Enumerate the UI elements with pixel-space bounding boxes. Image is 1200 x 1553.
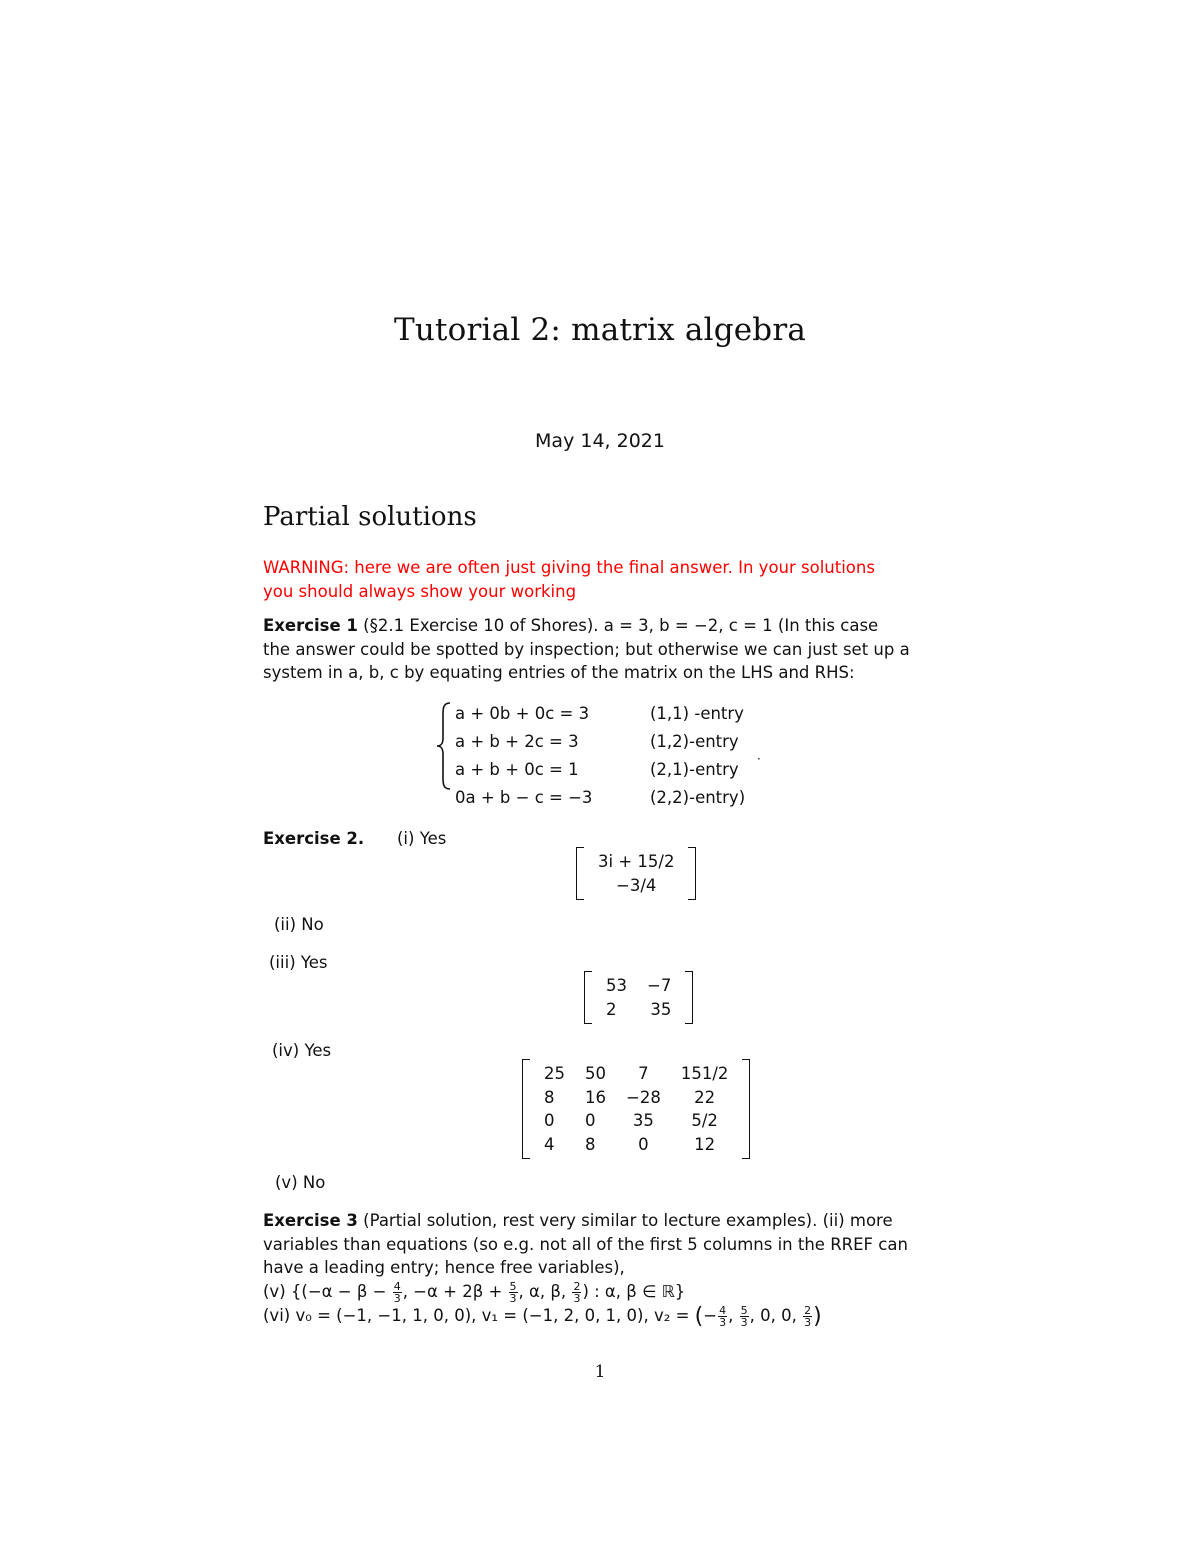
matrix-iii [584,971,693,1024]
exercise-2-item-i [397,827,446,851]
part-v-text-2: , −α + 2β + [402,1281,508,1301]
exercise-2-item-ii [274,913,324,937]
item-iv-num: (iv) [272,1041,300,1060]
warning-note [263,556,875,603]
item-i-answer: Yes [419,829,447,848]
exercise-2-header [263,827,364,851]
equation-2-label: (1,2)-entry [650,732,739,751]
exercise-3-line-2: variables than equations (so e.g. not all of the first 5 columns in the RREF can [263,1234,908,1254]
exercise-3-part-vi [263,1304,908,1328]
equation-brace [434,700,456,792]
part-vi-close-paren: ) [813,1303,822,1329]
part-vi-label: (vi) [263,1305,291,1325]
exercise-3-part-v [263,1280,908,1304]
warning-line-1: WARNING: here we are often just giving the final answer. In your solutions [263,558,875,577]
document-date: May 14, 2021 [535,430,665,452]
matrix-iv-cell: 0 [544,1111,555,1130]
part-v-fraction-3: $\frac{2}{3}$ [573,1279,581,1305]
matrix-iv-cell: 16 [585,1087,606,1107]
item-v-answer: No [302,1173,326,1192]
matrix-iv-cell: 0 [638,1134,649,1154]
matrix-i-cell: −3/4 [616,875,657,895]
part-v-fraction-2: $\frac{5}{3}$ [509,1279,517,1305]
exercise-2-item-iii [269,951,328,975]
part-v-label: (v) [263,1281,286,1301]
equation-1-label: (1,1) -entry [650,704,744,723]
document-title: Tutorial 2: matrix algebra [393,312,807,348]
matrix-iii-cell: 2 [606,999,617,1019]
section-title: Partial solutions [263,502,477,532]
exercise-1-text [263,614,910,685]
matrix-iv-cell: 151/2 [680,1064,729,1083]
exercise-1-line-1 [263,614,910,638]
matrix-iv [522,1059,750,1159]
part-v-fraction-1: $\frac{4}{3}$ [393,1279,401,1305]
part-vi-open-paren: ( [694,1303,704,1329]
item-iii-answer: Yes [300,953,328,972]
item-i-num: (i) [397,829,415,848]
exercise-3-label: Exercise 3 [263,1211,358,1230]
exercise-1-line-2: the answer could be spotted by inspection; but otherwise we can just set up a [263,639,910,659]
matrix-iii-cell: 53 [606,976,627,995]
exercise-2-item-v [275,1171,325,1195]
matrix-iv-cell: 22 [694,1087,716,1107]
part-vi-sep-1: , [728,1305,739,1325]
part-vi-text-1: v₀ = (−1, −1, 1, 0, 0), v₁ = (−1, 2, 0, 1, 0), v₂ = [290,1305,695,1325]
equation-1: a + 0b + 0c = 3 [455,704,590,723]
part-v-text-3: , α, β, [518,1281,572,1301]
matrix-i [576,847,696,900]
exercise-1-line-1-rest: (§2.1 Exercise 10 of Shores). a = 3, b = −2, c = 1 (In this case [357,616,879,635]
matrix-iv-cell: 5/2 [691,1111,718,1130]
equation-2: a + b + 2c = 3 [455,732,579,751]
matrix-iii-cell: −7 [647,976,672,995]
page-number: 1 [594,1362,606,1382]
part-vi-fraction-3: $\frac{2}{3}$ [804,1303,812,1329]
equation-4-label: (2,2)-entry) [650,788,746,807]
matrix-iv-cell: 12 [694,1134,716,1154]
part-vi-text-2: − [703,1305,718,1325]
exercise-2-item-iv [272,1039,331,1063]
matrix-iv-cell: 0 [585,1111,596,1130]
part-vi-fraction-1: $\frac{4}{3}$ [719,1303,727,1329]
matrix-iv-cell: 7 [638,1064,649,1083]
part-vi-fraction-2: $\frac{5}{3}$ [740,1303,748,1329]
matrix-iv-cell: 8 [585,1134,596,1154]
item-v-num: (v) [275,1173,298,1192]
part-v-text-1: {(−α − β − [285,1281,392,1301]
equation-3: a + b + 0c = 1 [455,760,579,779]
part-v-text-4: ) : α, β ∈ ℝ} [582,1281,686,1301]
item-iii-num: (iii) [269,953,296,972]
exercise-1-line-3: system in a, b, c by equating entries of the matrix on the LHS and RHS: [263,663,855,682]
exercise-1-label: Exercise 1 [263,616,358,635]
item-ii-num: (ii) [274,915,297,934]
exercise-3-line-3: have a leading entry; hence free variables), [263,1258,625,1277]
item-ii-answer: No [301,915,324,934]
matrix-iv-cell: 35 [632,1111,654,1130]
matrix-iv-cell: 4 [544,1134,555,1154]
part-vi-text-3: , 0, 0, [749,1305,803,1325]
exercise-3-text [263,1209,908,1328]
exercise-3-line-1-rest: (Partial solution, rest very similar to lecture examples). (ii) more [357,1211,893,1230]
exercise-3-line-1 [263,1209,908,1233]
matrix-iv-cell: −28 [626,1087,661,1107]
matrix-iv-cell: 25 [544,1064,565,1083]
equation-3-label: (2,1)-entry [650,760,739,779]
equation-4: 0a + b − c = −3 [455,788,593,807]
matrix-i-cell: 3i + 15/2 [598,852,675,871]
exercise-2-label: Exercise 2. [263,829,365,848]
matrix-iii-cell: 35 [650,999,672,1019]
item-iv-answer: Yes [304,1041,332,1060]
matrix-iv-cell: 50 [585,1064,606,1083]
stray-mark: · [757,752,761,766]
matrix-iv-cell: 8 [544,1087,555,1107]
warning-line-2: you should always show your working [263,581,577,601]
